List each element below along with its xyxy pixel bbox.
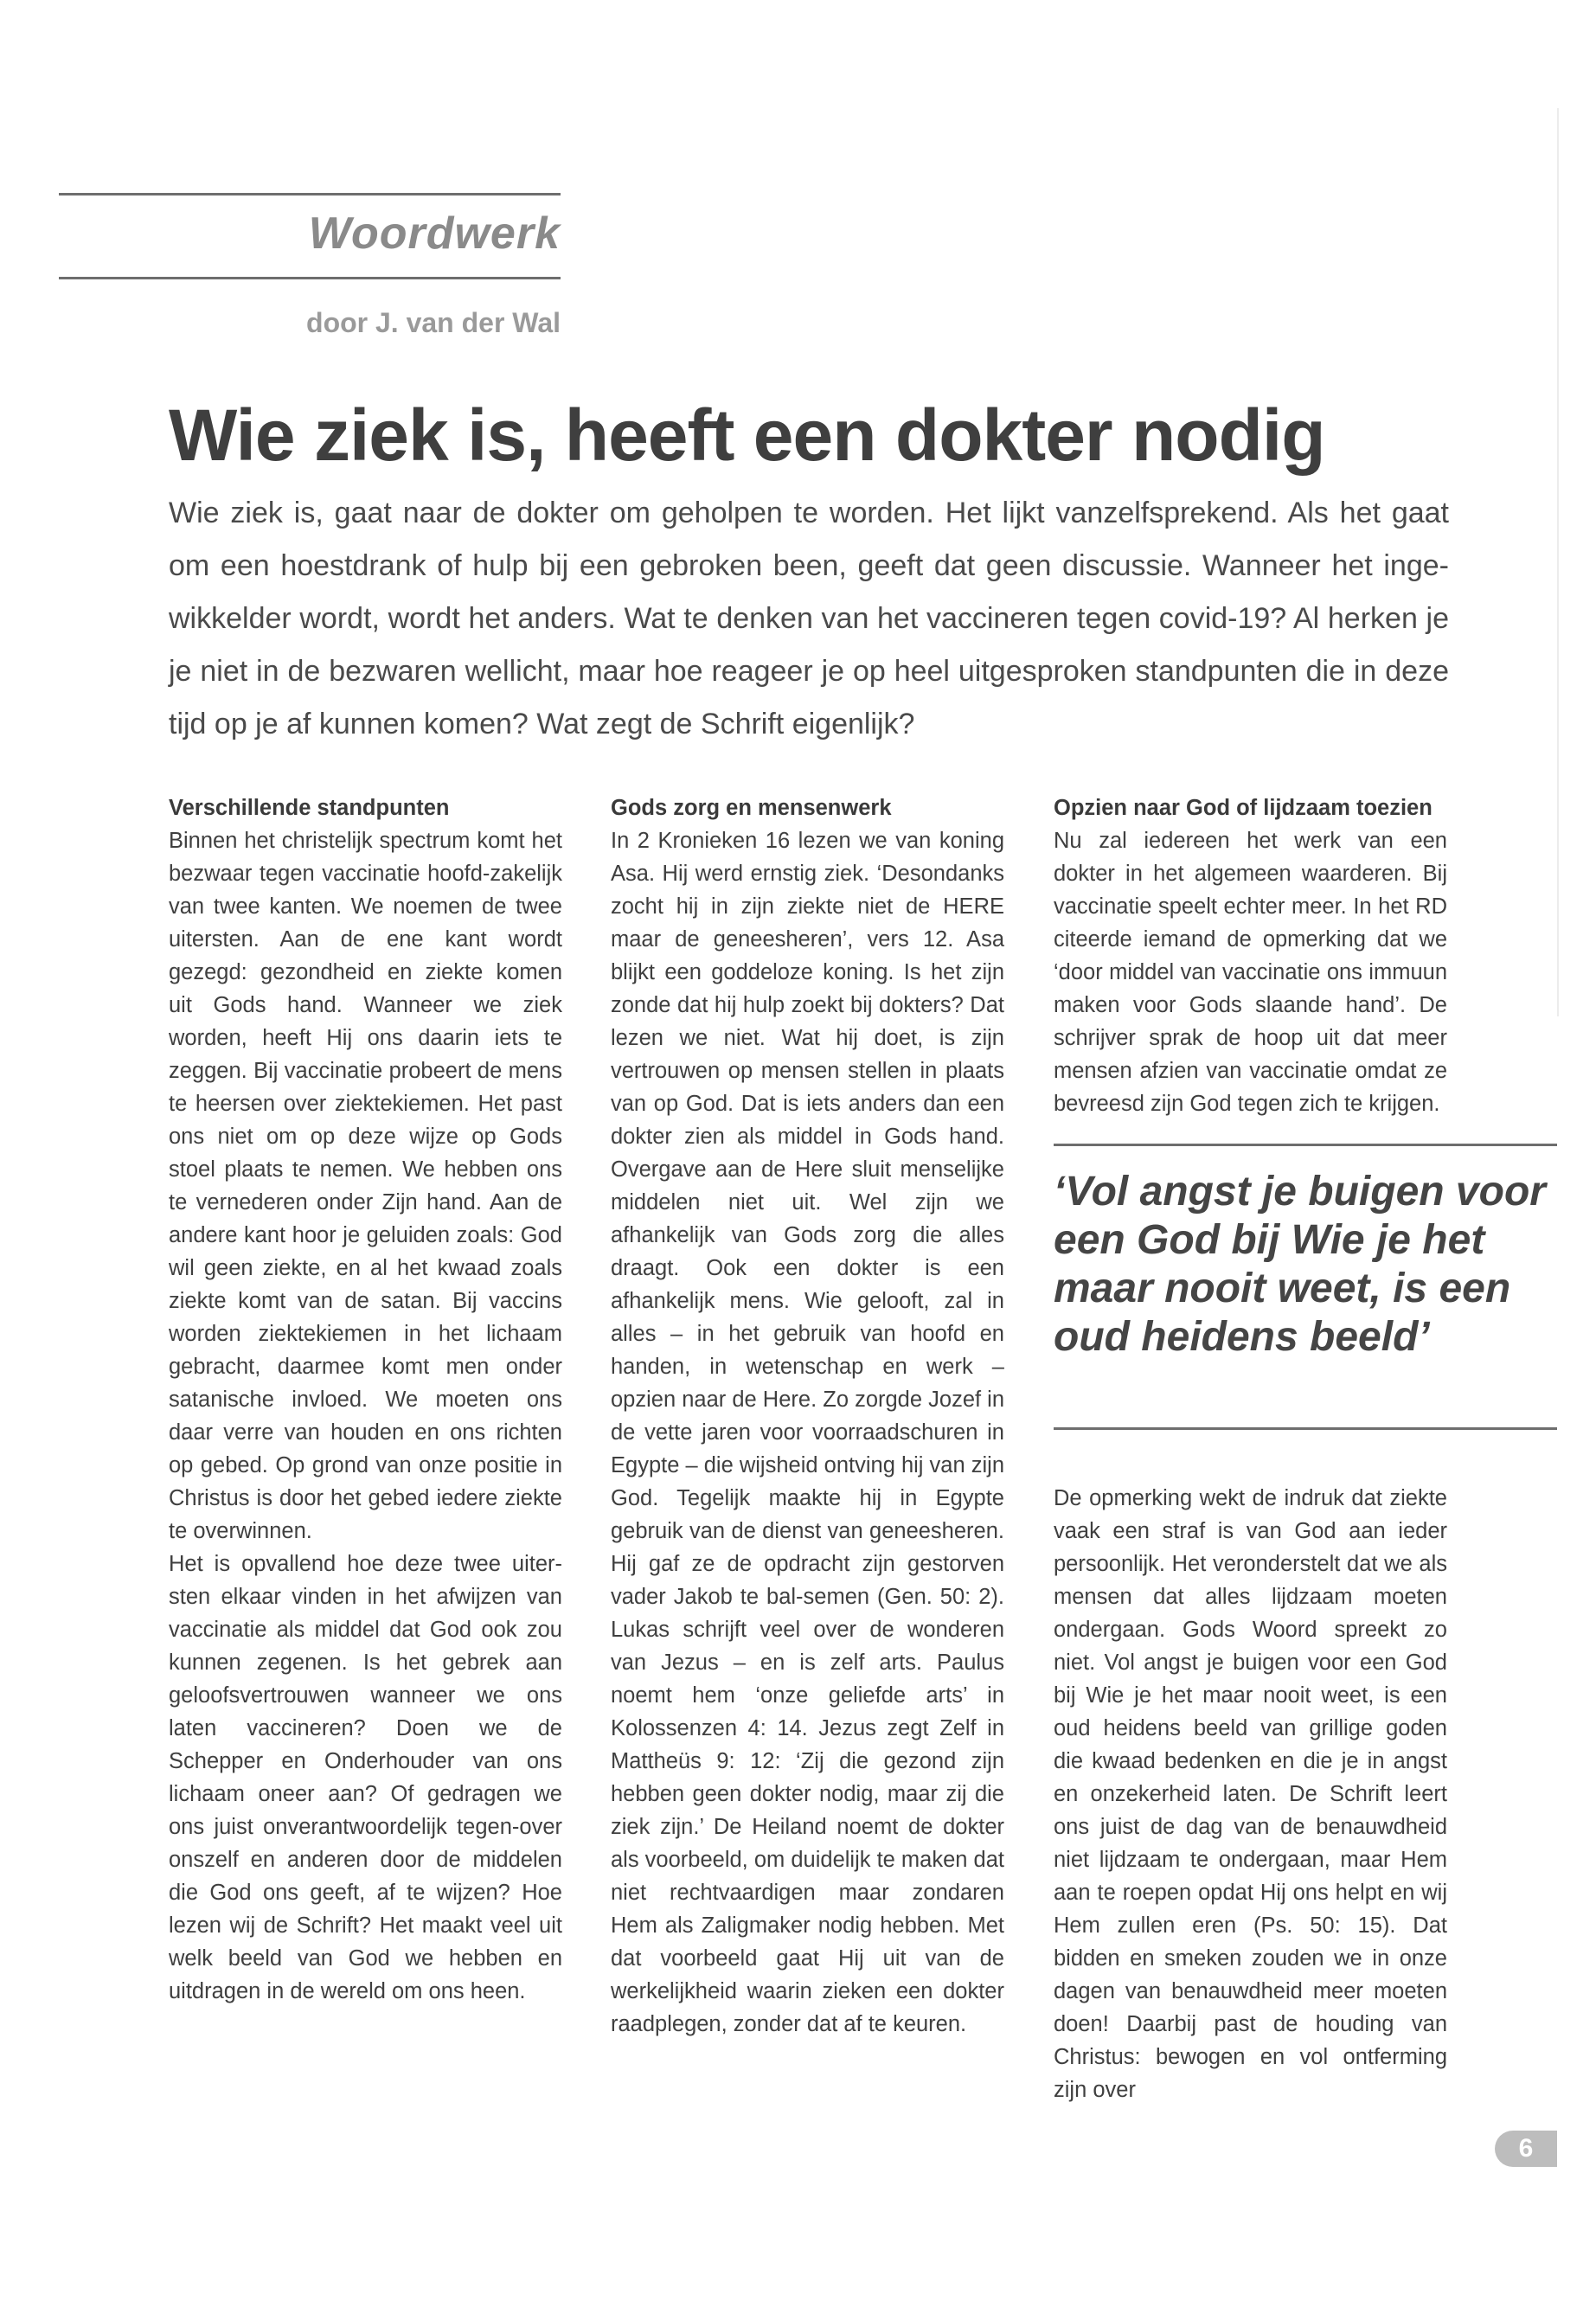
column-1 [169, 792, 562, 2008]
column-3-paragraph: Nu zal iedereen het werk van een dokter in het algemeen waarderen. Bij vaccinatie speelt echter meer. In het RD citeerde iemand de opmerking dat we ‘door middel van vaccinatie ons immuun maken voor Gods slaande hand’. De schrijver sprak de hoop uit dat meer mensen afzien van vaccinatie omdat ze bevreesd zijn God tegen zich te krijgen. [1054, 829, 1447, 1116]
column-2 [611, 792, 1004, 2041]
column-3-heading: Opzien naar God of lijdzaam toezien [1054, 796, 1433, 820]
column-1-paragraph: Binnen het christelijk spectrum komt het bezwaar tegen vaccinatie hoofd-zakelijk van twee kanten. We noemen de twee uitersten. Aan de ene kant wordt gezegd: gezondheid en ziekte komen uit Gods hand. Wanneer we ziek worden, heeft Hij ons daarin iets te zeggen. Bij vaccinatie probeert de mens te heersen over ziektekiemen. Het past ons niet om op deze wijze op Gods stoel plaats te nemen. We hebben ons te vernederen onder Zijn hand. Aan de andere kant hoor je geluiden zoals: God wil geen ziekte, en al het kwaad zoals ziekte komt van de satan. Bij vaccins worden ziektekiemen in het lichaam gebracht, daarmee komt men onder satanische invloed. We moeten ons daar verre van houden en ons richten op gebed. Op grond van onze positie in Christus is door het gebed iedere ziekte te overwinnen. [169, 829, 562, 1543]
section-rule [59, 277, 561, 279]
column-1-paragraph: Het is opvallend hoe deze twee uiter-sten elkaar vinden in het afwijzen van vaccinatie als middel dat God ook zou kunnen zegenen. Is het gebrek aan geloofsvertrouwen wanneer we ons laten vaccineren? Doen we de Schepper en Onderhouder van ons lichaam oneer aan? Of gedragen we ons juist onverantwoordelijk tegen-over onszelf en anderen door de middelen die God ons geeft, af te wijzen? Hoe lezen wij de Schrift? Het maakt veel uit welk beeld van God we hebben en uitdragen in de wereld om ons heen. [169, 1552, 562, 2003]
article-intro: Wie ziek is, gaat naar de dokter om geholpen te worden. Het lijkt vanzelfsprekend. Als het gaat om een hoestdrank of hulp bij een gebroken been, geeft dat geen discussie. Wanneer het inge-wikkelder wordt, wordt het anders. Wat te denken van het vaccineren tegen covid-19? Al herken je je niet in de bezwaren wellicht, maar hoe reageer je op heel uitgesproken standpunten die in deze tijd op je af kunnen komen? Wat zegt de Schrift eigenlijk? [169, 497, 1449, 740]
article-headline: Wie ziek is, heeft een dokter nodig [169, 394, 1325, 476]
pull-quote: ‘Vol angst je buigen voor een God bij Wie je het maar nooit weet, is een oud heidens beeld’ [1054, 1169, 1546, 1360]
author-byline: door J. van der Wal [306, 307, 561, 338]
page-number: 6 [1495, 2131, 1557, 2167]
pullquote-top-rule [1054, 1144, 1557, 1146]
section-title: Woordwerk [308, 208, 561, 259]
column-1-heading: Verschillende standpunten [169, 796, 450, 820]
page-edge-shadow [1557, 108, 1559, 1016]
pullquote-bottom-rule [1054, 1427, 1557, 1430]
column-2-paragraph: In 2 Kronieken 16 lezen we van koning Asa. Hij werd ernstig ziek. ‘Desondanks zocht hij in zijn ziekte niet de HERE maar de geneesheren’, vers 12. Asa blijkt een goddeloze koning. Is het zijn zonde dat hij hulp zoekt bij dokters? Dat lezen we niet. Wat hij doet, is zijn vertrouwen op mensen stellen in plaats van op God. Dat is iets anders dan een dokter zien als middel in Gods hand. Overgave aan de Here sluit menselijke middelen niet uit. Wel zijn we afhankelijk van Gods zorg die alles draagt. Ook een dokter is een afhankelijk mens. Wie gelooft, zal in alles – in het gebruik van hoofd en handen, in wetenschap en werk – opzien naar de Here. Zo zorgde Jozef in de vette jaren voor voorraadschuren in Egypte – die wijsheid ontving hij van zijn God. Tegelijk maakte hij in Egypte gebruik van de dienst van geneesheren. Hij gaf ze de opdracht zijn gestorven vader Jakob te bal-semen (Gen. 50: 2). Lukas schrijft veel over de wonderen van Jezus – en is zelf arts. Paulus noemt hem ‘onze geliefde arts’ in Kolossenzen 4: 14. Jezus zegt Zelf in Mattheüs 9: 12: ‘Zij die gezond zijn hebben geen dokter nodig, maar zij die ziek zijn.’ De Heiland noemt de dokter als voorbeeld, om duidelijk te maken dat niet rechtvaardigen maar zondaren Hem als Zaligmaker nodig hebben. Met dat voorbeeld gaat Hij uit van de werkelijkheid waarin zieken een dokter raadplegen, zonder dat af te keuren. [611, 829, 1005, 2036]
column-3-continued [1054, 1482, 1447, 2106]
top-rule [59, 193, 561, 195]
column-3 [1054, 792, 1447, 1120]
column-3-paragraph: De opmerking wekt de indruk dat ziekte vaak een straf is van God aan ieder persoonlijk. Het veronderstelt dat we als mensen dat alles lijdzaam moeten ondergaan. Gods Woord spreekt zo niet. Vol angst je buigen voor een God bij Wie je het maar nooit weet, is een oud heidens beeld van grillige goden die kwaad bedenken en die je in angst en onzekerheid laten. De Schrift leert ons juist de dag van de benauwdheid niet lijdzaam te ondergaan, maar Hem aan te roepen opdat Hij ons helpt en wij Hem zullen eren (Ps. 50: 15). Dat bidden en smeken zouden we in onze dagen van benauwdheid meer moeten doen! Daarbij past de houding van Christus: bewogen en vol ontferming zijn over [1054, 1486, 1447, 2102]
column-2-heading: Gods zorg en mensenwerk [611, 796, 892, 820]
